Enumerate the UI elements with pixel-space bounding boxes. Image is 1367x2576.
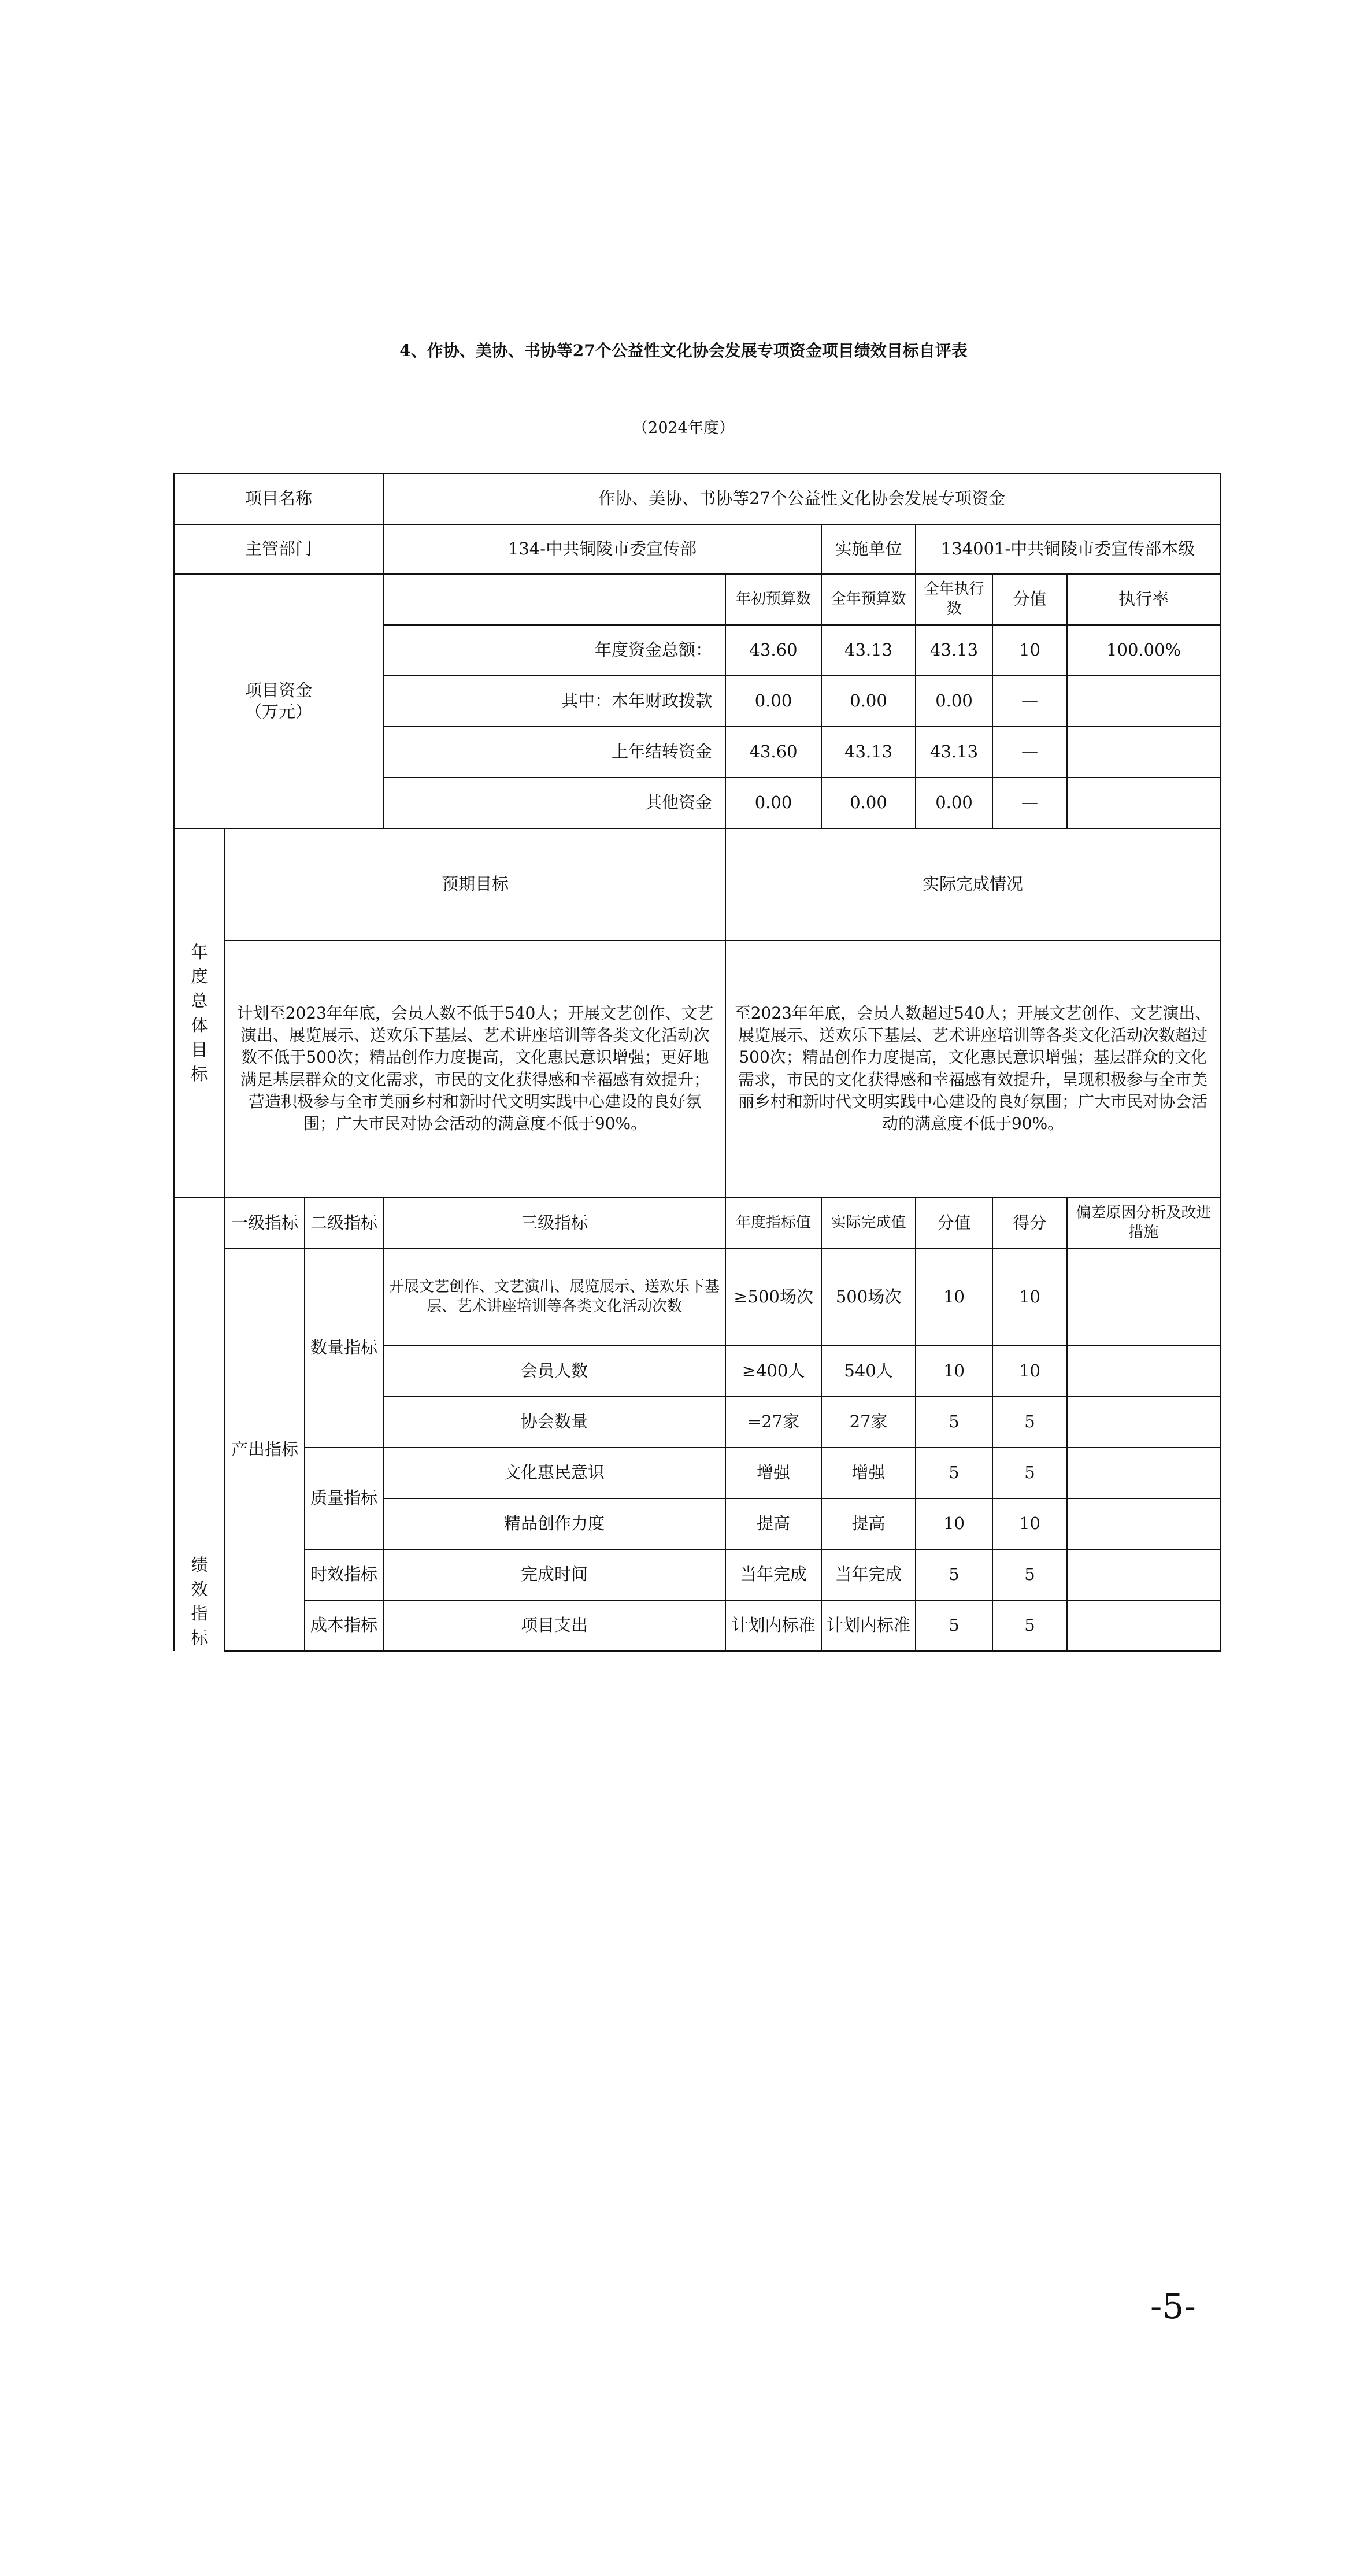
expected-goal-header: 预期目标 — [225, 828, 725, 941]
cost-indicator-label: 成本指标 — [305, 1600, 383, 1651]
report-title: 4、作协、美协、书协等27个公益性文化协会发展专项资金项目绩效目标自评表 — [399, 341, 968, 360]
quality-indicator-label: 质量指标 — [305, 1448, 383, 1549]
performance-table — [173, 473, 1221, 1652]
indicator-score-value: 10 — [916, 1346, 992, 1397]
actual-result-text: 至2023年年底，会员人数超过540人；开展文艺创作、文艺演出、展览展示、送欢乐下基层、艺术讲座培训等各类文化活动次数超过500次；精品创作力度提高，文化惠民意识增强；基层群众的文化需求，市民的文化获得感和幸福感有效提升，呈现积极参与全市美丽乡村和新时代文明实践中心建设的良好氛围；广大市民对协会活动的满意度不低于90%。 — [725, 941, 1220, 1198]
indicator-reason — [1067, 1600, 1220, 1651]
funds-blank-header — [383, 574, 725, 625]
indicator-actual: 增强 — [821, 1448, 916, 1498]
ind-header-level1: 一级指标 — [225, 1198, 305, 1249]
indicator-name: 完成时间 — [383, 1549, 725, 1600]
funds-initial: 43.60 — [725, 625, 821, 676]
ind-header-score-value: 分值 — [916, 1198, 992, 1249]
indicator-score-value: 5 — [916, 1549, 992, 1600]
funds-rate: 100.00% — [1067, 625, 1220, 676]
output-indicator-label: 产出指标 — [225, 1249, 305, 1651]
indicator-score: 10 — [992, 1346, 1067, 1397]
dept-label: 主管部门 — [174, 524, 383, 574]
funds-header-score-value: 分值 — [992, 574, 1067, 625]
funds-initial: 0.00 — [725, 778, 821, 828]
funds-header-rate: 执行率 — [1067, 574, 1220, 625]
funds-row-label: 年度资金总额： — [383, 625, 725, 676]
actual-result-header: 实际完成情况 — [725, 828, 1220, 941]
funds-header-full: 全年预算数 — [821, 574, 916, 625]
indicator-score: 10 — [992, 1249, 1067, 1346]
overall-goal-label: 年度总体目标 — [174, 828, 225, 1198]
indicator-name: 开展文艺创作、文艺演出、展览展示、送欢乐下基层、艺术讲座培训等各类文化活动次数 — [383, 1249, 725, 1346]
funds-score-value: — — [992, 676, 1067, 727]
indicator-score: 10 — [992, 1498, 1067, 1549]
funds-full: 43.13 — [821, 625, 916, 676]
report-year: （2024年度） — [632, 419, 735, 437]
funds-score-value: 10 — [992, 625, 1067, 676]
indicator-score: 5 — [992, 1600, 1067, 1651]
funds-initial: 43.60 — [725, 727, 821, 778]
ind-header-level2: 二级指标 — [305, 1198, 383, 1249]
indicator-score-value: 10 — [916, 1249, 992, 1346]
indicator-target: 当年完成 — [725, 1549, 821, 1600]
ind-header-score: 得分 — [992, 1198, 1067, 1249]
indicator-actual: 当年完成 — [821, 1549, 916, 1600]
funds-full: 0.00 — [821, 778, 916, 828]
funds-header-initial: 年初预算数 — [725, 574, 821, 625]
indicator-target: 计划内标准 — [725, 1600, 821, 1651]
indicator-score: 5 — [992, 1549, 1067, 1600]
funds-row-label: 其他资金 — [383, 778, 725, 828]
ind-header-reason: 偏差原因分析及改进措施 — [1067, 1198, 1220, 1249]
funds-full: 0.00 — [821, 676, 916, 727]
indicator-score-value: 5 — [916, 1397, 992, 1448]
indicator-actual: 提高 — [821, 1498, 916, 1549]
indicator-score-value: 5 — [916, 1600, 992, 1651]
funds-exec: 43.13 — [916, 727, 992, 778]
funds-score-value: — — [992, 727, 1067, 778]
expected-goal-text: 计划至2023年年底，会员人数不低于540人；开展文艺创作、文艺演出、展览展示、送欢乐下基层、艺术讲座培训等各类文化活动次数不低于500次；精品创作力度提高，文化惠民意识增强；更好地满足基层群众的文化需求，市民的文化获得感和幸福感有效提升；营造积极参与全市美丽乡村和新时代文明实践中心建设的良好氛围；广大市民对协会活动的满意度不低于90%。 — [225, 941, 725, 1198]
unit-value: 134001-中共铜陵市委宣传部本级 — [916, 524, 1220, 574]
perf-indicator-label: 绩效指标 — [174, 1198, 225, 1651]
funds-rate — [1067, 727, 1220, 778]
funds-rate — [1067, 676, 1220, 727]
funds-exec: 0.00 — [916, 676, 992, 727]
dept-value: 134-中共铜陵市委宣传部 — [383, 524, 821, 574]
ind-header-actual: 实际完成值 — [821, 1198, 916, 1249]
indicator-name: 项目支出 — [383, 1600, 725, 1651]
indicator-score: 5 — [992, 1397, 1067, 1448]
indicator-reason — [1067, 1549, 1220, 1600]
funds-initial: 0.00 — [725, 676, 821, 727]
funds-row-label: 其中：本年财政拨款 — [383, 676, 725, 727]
indicator-target: ≥400人 — [725, 1346, 821, 1397]
indicator-target: 增强 — [725, 1448, 821, 1498]
indicator-actual: 27家 — [821, 1397, 916, 1448]
funds-exec: 43.13 — [916, 625, 992, 676]
page-number: -5- — [1150, 2286, 1196, 2327]
indicator-actual: 计划内标准 — [821, 1600, 916, 1651]
quantity-indicator-label: 数量指标 — [305, 1249, 383, 1448]
timeliness-indicator-label: 时效指标 — [305, 1549, 383, 1600]
ind-header-target: 年度指标值 — [725, 1198, 821, 1249]
funds-rate — [1067, 778, 1220, 828]
funds-score-value: — — [992, 778, 1067, 828]
indicator-target: =27家 — [725, 1397, 821, 1448]
funds-label: 项目资金（万元） — [174, 574, 383, 828]
indicator-name: 会员人数 — [383, 1346, 725, 1397]
project-name: 作协、美协、书协等27个公益性文化协会发展专项资金 — [383, 473, 1220, 524]
indicator-reason — [1067, 1249, 1220, 1346]
indicator-reason — [1067, 1448, 1220, 1498]
funds-row-label: 上年结转资金 — [383, 727, 725, 778]
ind-header-level3: 三级指标 — [383, 1198, 725, 1249]
indicator-name: 文化惠民意识 — [383, 1448, 725, 1498]
funds-exec: 0.00 — [916, 778, 992, 828]
funds-header-exec: 全年执行数 — [916, 574, 992, 625]
indicator-actual: 540人 — [821, 1346, 916, 1397]
indicator-name: 精品创作力度 — [383, 1498, 725, 1549]
indicator-score: 5 — [992, 1448, 1067, 1498]
indicator-reason — [1067, 1397, 1220, 1448]
indicator-reason — [1067, 1498, 1220, 1549]
indicator-score-value: 5 — [916, 1448, 992, 1498]
indicator-score-value: 10 — [916, 1498, 992, 1549]
indicator-actual: 500场次 — [821, 1249, 916, 1346]
project-name-label: 项目名称 — [174, 473, 383, 524]
indicator-target: ≥500场次 — [725, 1249, 821, 1346]
indicator-reason — [1067, 1346, 1220, 1397]
funds-full: 43.13 — [821, 727, 916, 778]
indicator-name: 协会数量 — [383, 1397, 725, 1448]
indicator-target: 提高 — [725, 1498, 821, 1549]
unit-label: 实施单位 — [821, 524, 916, 574]
